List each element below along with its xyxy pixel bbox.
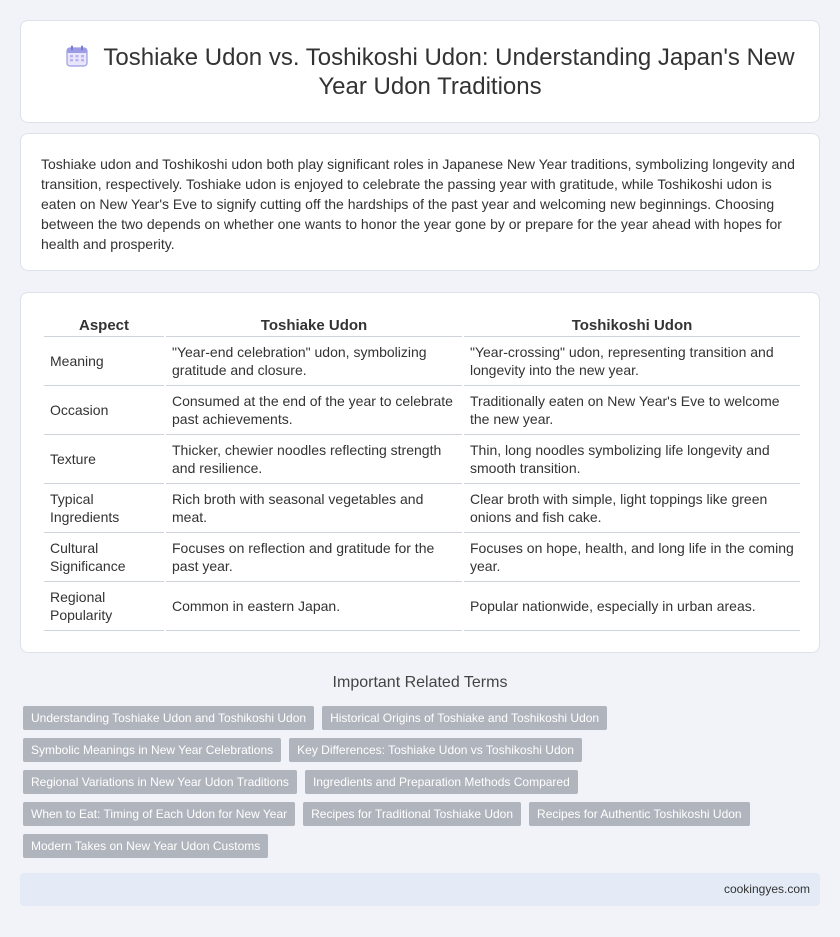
cell-toshikoshi: Clear broth with simple, light toppings like green onions and fish cake. [464,484,800,533]
cell-toshiake: Consumed at the end of the year to celebrate past achievements. [166,386,462,435]
related-term-link[interactable]: When to Eat: Timing of Each Udon for New Year [23,802,295,826]
cell-toshiake: "Year-end celebration" udon, symbolizing gratitude and closure. [166,337,462,386]
related-term-link[interactable]: Recipes for Traditional Toshiake Udon [303,802,521,826]
footer-site-link[interactable]: cookingyes.com [723,882,810,896]
cell-toshikoshi: Thin, long noodles symbolizing life longevity and smooth transition. [464,435,800,484]
cell-toshikoshi: Traditionally eaten on New Year's Eve to welcome the new year. [464,386,800,435]
table-row [44,337,800,386]
header-toshikoshi: Toshikoshi Udon [464,315,800,337]
cell-aspect: Occasion [44,386,164,435]
page-title: Toshiake Udon vs. Toshikoshi Udon: Understanding Japan's New Year Udon Traditions [103,44,795,100]
cell-toshiake: Focuses on reflection and gratitude for the past year. [166,533,462,582]
intro-text: Toshiake udon and Toshikoshi udon both play significant roles in Japanese New Year traditions, symbolizing longevity and transition, respectively. Toshiake udon is enjoyed to celebrate the passing year with gratitude, while Toshikoshi udon is eaten on New Year's Eve to signify cutting off the hardships of the past year and welcoming new beginnings. Choosing between the two depends on whether one wants to honor the year gone by or prepare for the year ahead with hopes for health and prosperity. [41,156,795,252]
intro-card [20,133,820,271]
table-row [44,386,800,435]
footer [20,873,820,906]
cell-toshikoshi: "Year-crossing" udon, representing transition and longevity into the new year. [464,337,800,386]
related-term-link[interactable]: Symbolic Meanings in New Year Celebrations [23,738,281,762]
related-term-link[interactable]: Recipes for Authentic Toshikoshi Udon [529,802,750,826]
table-row [44,582,800,631]
table-row [44,533,800,582]
cell-toshiake: Common in eastern Japan. [166,582,462,631]
cell-aspect: Texture [44,435,164,484]
cell-aspect: Regional Popularity [44,582,164,631]
table-row [44,435,800,484]
tag-row [23,802,820,826]
related-terms-list [23,706,820,866]
cell-toshiake: Thicker, chewier noodles reflecting strength and resilience. [166,435,462,484]
comparison-table-card [20,292,820,653]
tag-row [23,834,820,858]
table-header-row [44,315,800,337]
related-term-link[interactable]: Historical Origins of Toshiake and Toshikoshi Udon [322,706,607,730]
table-row [44,484,800,533]
cell-toshiake: Rich broth with seasonal vegetables and meat. [166,484,462,533]
related-term-link[interactable]: Key Differences: Toshiake Udon vs Toshikoshi Udon [289,738,582,762]
page-title-wrap [61,43,799,101]
comparison-table [42,315,802,631]
header-card [20,20,820,123]
tag-row [23,738,820,762]
cell-aspect: Cultural Significance [44,533,164,582]
tag-row [23,706,820,730]
header-toshiake: Toshiake Udon [166,315,462,337]
related-terms-title: Important Related Terms [332,674,508,691]
related-term-link[interactable]: Modern Takes on New Year Udon Customs [23,834,268,858]
tag-row [23,770,820,794]
cell-toshikoshi: Popular nationwide, especially in urban areas. [464,582,800,631]
related-term-link[interactable]: Understanding Toshiake Udon and Toshikoshi Udon [23,706,314,730]
cell-aspect: Typical Ingredients [44,484,164,533]
related-term-link[interactable]: Regional Variations in New Year Udon Traditions [23,770,297,794]
calendar-icon [65,44,89,68]
header-aspect: Aspect [44,315,164,337]
related-term-link[interactable]: Ingredients and Preparation Methods Compared [305,770,578,794]
cell-toshikoshi: Focuses on hope, health, and long life in the coming year. [464,533,800,582]
cell-aspect: Meaning [44,337,164,386]
